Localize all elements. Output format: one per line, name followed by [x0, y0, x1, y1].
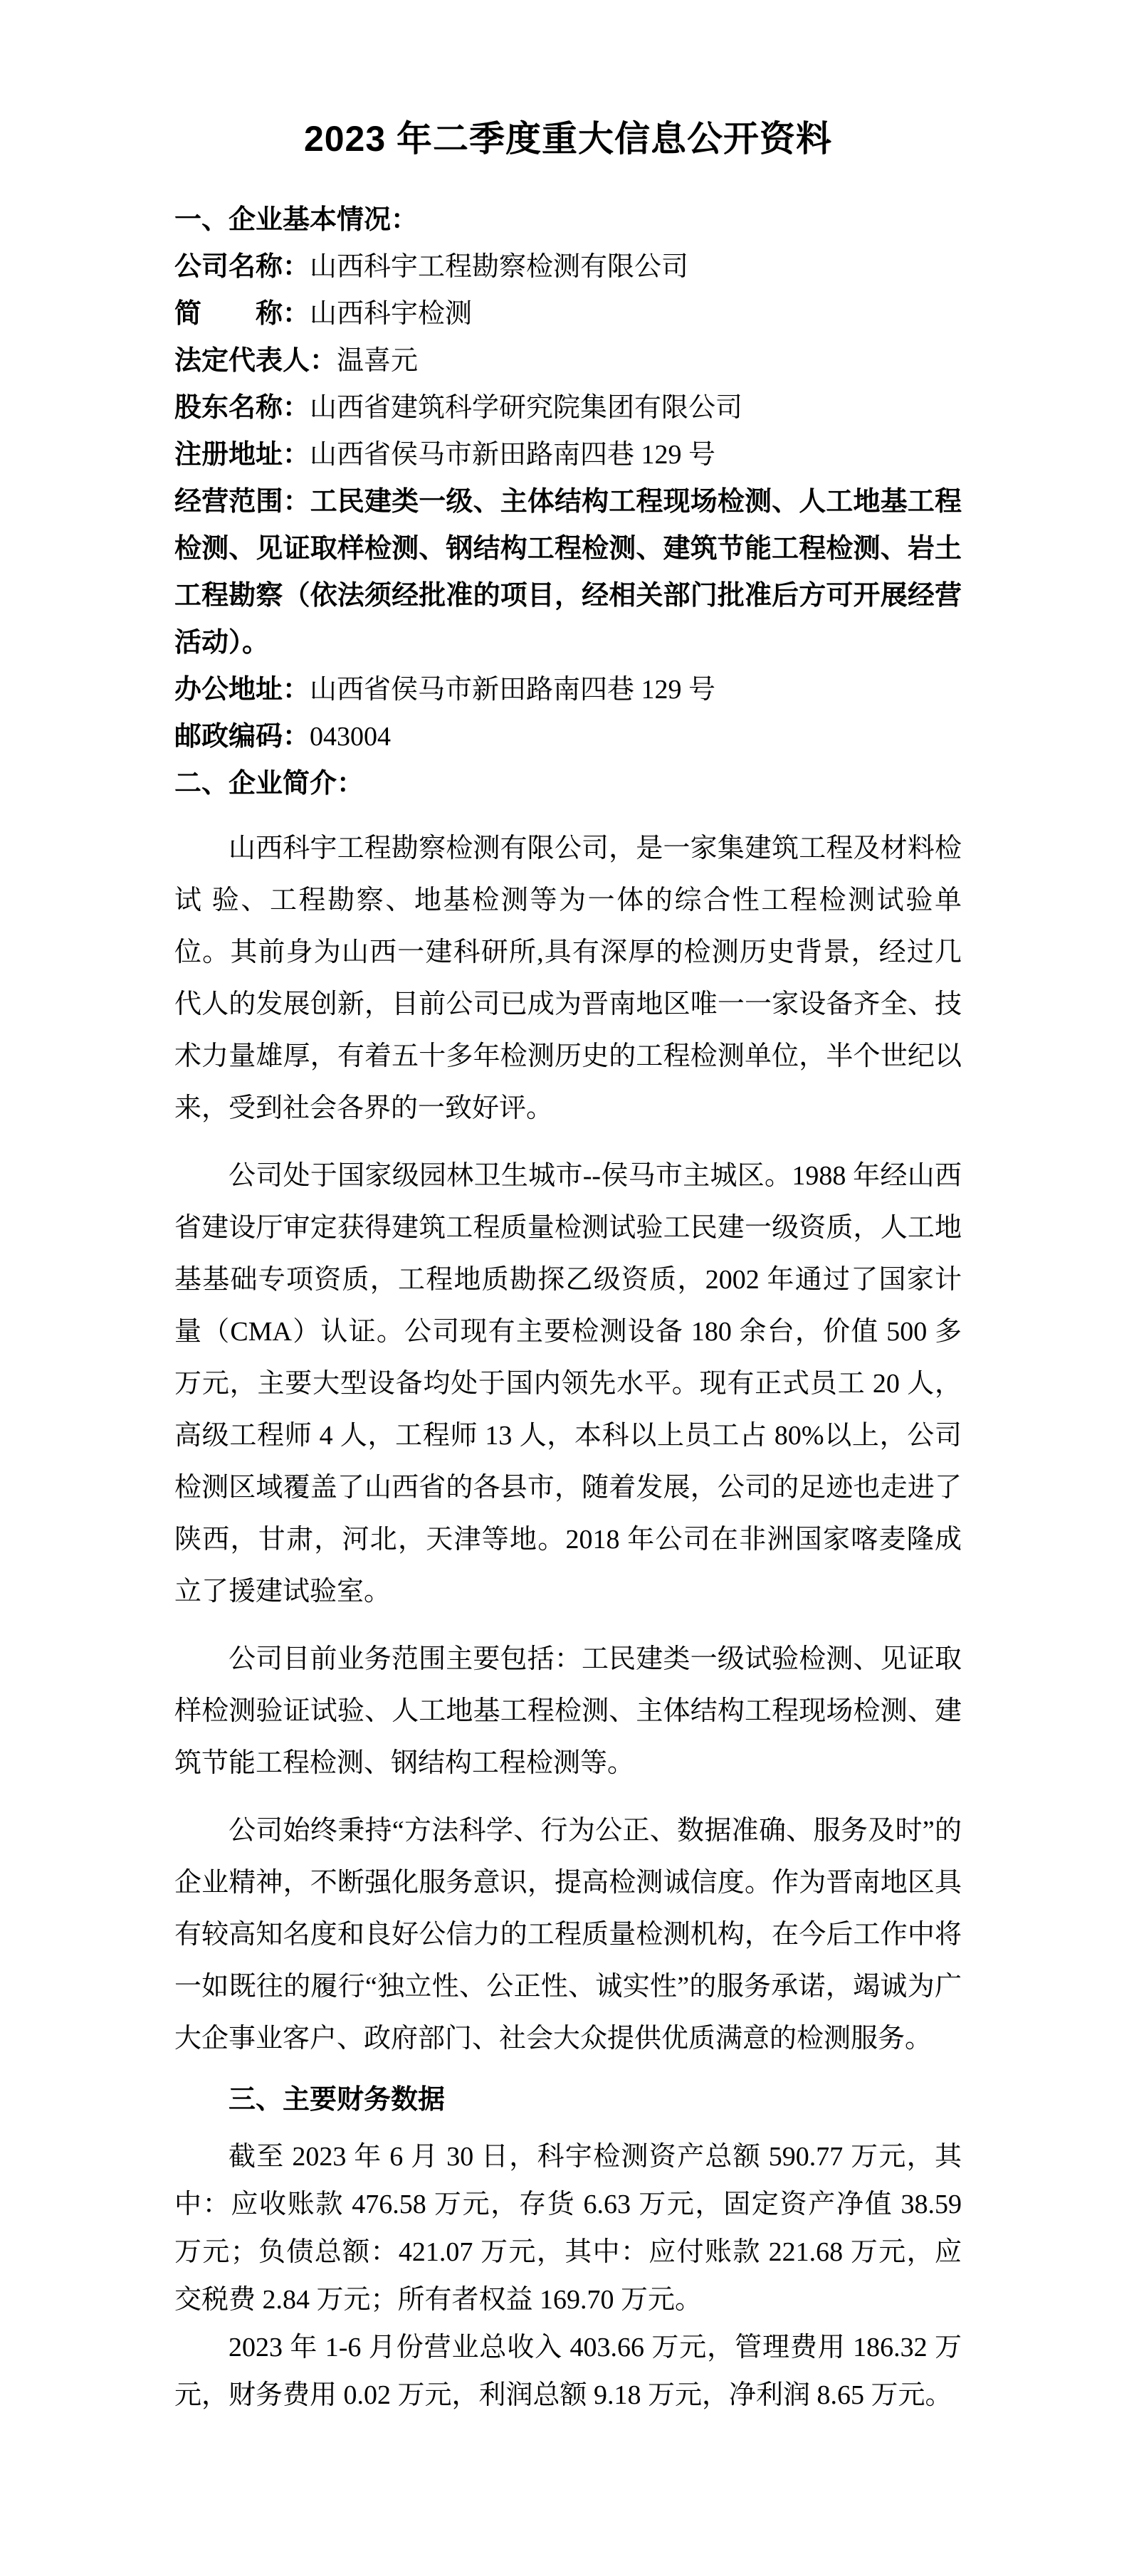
info-item-business-scope: [174, 478, 962, 666]
intro-paragraph-3: 公司目前业务范围主要包括：工民建类一级试验检测、见证取样检测验证试验、人工地基工程检测、主体结构工程现场检测、建筑节能工程检测、钢结构工程检测等。: [174, 1644, 962, 1778]
info-label-shareholder: 股东名称：: [174, 393, 310, 423]
intro-paragraph-4: 公司始终秉持“方法科学、行为公正、数据准确、服务及时”的企业精神，不断强化服务意识，提高检测诚信度。作为晋南地区具有较高知名度和良好公信力的工程质量检测机构，在今后工作中将一如既往的履行“独立性、公正性、诚实性”的服务承诺，竭诚为广大企事业客户、政府部门、社会大众提供优质满意的检测服务。: [174, 1816, 962, 2054]
document-title: 2023 年二季度重大信息公开资料: [303, 119, 833, 159]
info-item-office-address: [174, 666, 962, 713]
info-value-registered-address: 山西省侯马市新田路南四巷 129 号: [310, 440, 716, 470]
info-item-registered-address: [174, 431, 962, 478]
info-value-business-scope: 工民建类一级、主体结构工程现场检测、人工地基工程检测、见证取样检测、钢结构工程检测、建筑节能工程检测、岩土工程勘察（依法须经批准的项目，经相关部门批准后方可开展经营活动）。: [174, 487, 962, 658]
finance-paragraph-2: 2023 年 1-6 月份营业总收入 403.66 万元，管理费用 186.32 万元，财务费用 0.02 万元，利润总额 9.18 万元，净利润 8.65 万元。: [174, 2333, 962, 2410]
intro-paragraph-2: 公司处于国家级园林卫生城市--侯马市主城区。1988 年经山西省建设厅审定获得建筑工程质量检测试验工民建一级资质，人工地基基础专项资质，工程地质勘探乙级资质，2002 年通过了国家计量（CMA）认证。公司现有主要检测设备 180 余台，价值 500 多万元，主要大型设备均处于国内领先水平。现有正式员工 20 人，高级工程师 4 人，工程师 13 人，本科以上员工占 80%以上，公司检测区域覆盖了山西省的各县市，随着发展，公司的足迹也走进了陕西，甘肃，河北，天津等地。2018 年公司在非洲国家喀麦隆成立了援建试验室。: [174, 1161, 962, 1607]
info-value-short-name: 山西科宇检测: [310, 299, 473, 329]
info-value-shareholder: 山西省建筑科学研究院集团有限公司: [310, 393, 743, 423]
info-item-shareholder: [174, 384, 962, 431]
info-item-postal-code: [174, 713, 962, 760]
section2-heading: 二、企业简介：: [174, 769, 364, 799]
info-value-postal-code: 043004: [310, 722, 392, 752]
info-label-business-scope: 经营范围：: [174, 487, 310, 517]
info-label-legal-representative: 法定代表人：: [174, 346, 337, 376]
info-label-short-name: 简 称：: [174, 299, 310, 329]
intro-paragraph-1: 山西科宇工程勘察检测有限公司，是一家集建筑工程及材料检试 验、工程勘察、地基检测等为一体的综合性工程检测试验单位。其前身为山西一建科研所,具有深厚的检测历史背景，经过几代人的发展创新，目前公司已成为晋南地区唯一一家设备齐全、技术力量雄厚，有着五十多年检测历史的工程检测单位，半个世纪以来，受到社会各界的一致好评。: [174, 834, 962, 1123]
info-item-short-name: [174, 290, 962, 337]
section3-heading: 三、主要财务数据: [229, 2085, 446, 2115]
info-value-office-address: 山西省侯马市新田路南四巷 129 号: [310, 675, 716, 705]
info-item-company-name: [174, 243, 962, 290]
section1-heading: 一、企业基本情况：: [174, 205, 419, 235]
finance-paragraph-1: 截至 2023 年 6 月 30 日，科宇检测资产总额 590.77 万元，其中：应收账款 476.58 万元，存货 6.63 万元，固定资产净值 38.59 万元；负债总额：421.07 万元，其中：应付账款 221.68 万元，应交税费 2.84 万元；所有者权益 169.70 万元。: [174, 2142, 962, 2315]
info-label-registered-address: 注册地址：: [174, 440, 310, 470]
info-item-legal-representative: [174, 337, 962, 384]
info-value-legal-representative: 温喜元: [337, 346, 419, 376]
info-label-company-name: 公司名称：: [174, 252, 310, 282]
info-value-company-name: 山西科宇工程勘察检测有限公司: [310, 252, 689, 282]
info-label-office-address: 办公地址：: [174, 675, 310, 705]
info-label-postal-code: 邮政编码：: [174, 722, 310, 752]
